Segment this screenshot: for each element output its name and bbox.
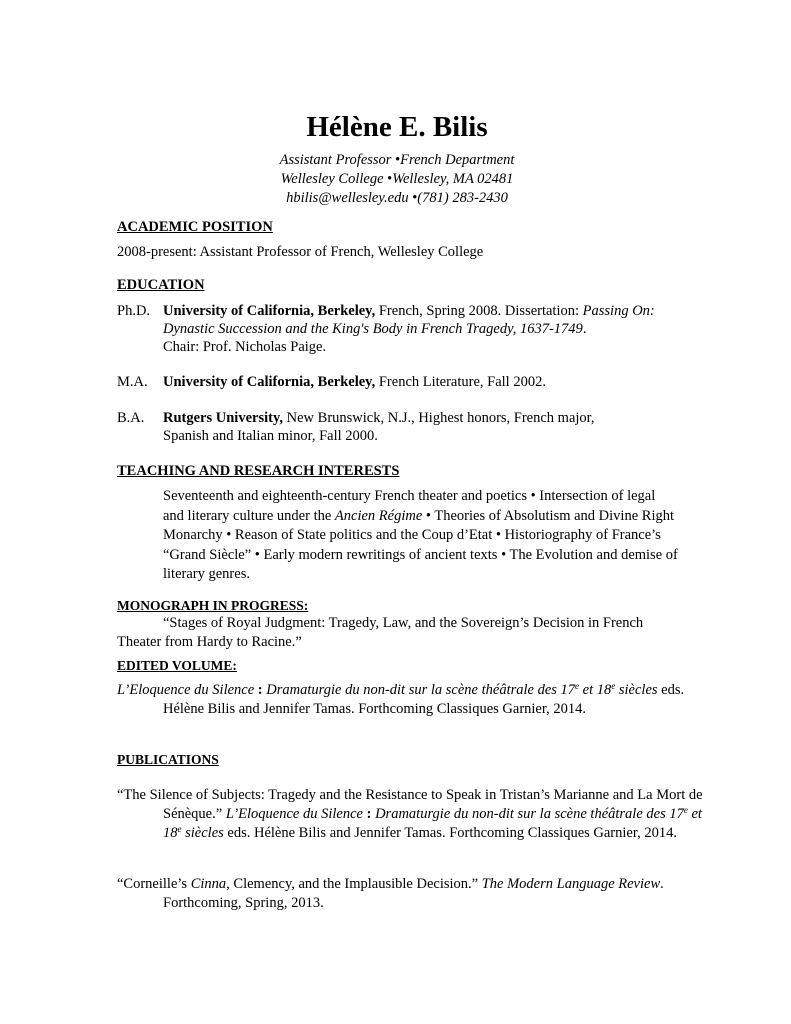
school: Rutgers University, — [163, 410, 284, 426]
bullet-separator: • — [254, 546, 260, 563]
edited-volume-heading: EDITED VOLUME: — [117, 658, 237, 673]
institution: Wellesley College — [280, 171, 384, 187]
interests-heading: TEACHING AND RESEARCH INTERESTS — [117, 463, 400, 479]
cv-name: Hélène E. Bilis — [306, 111, 488, 143]
bullet-separator: • — [425, 507, 431, 524]
academic-position-text: 2008-present: Assistant Professor of French, Wellesley College — [117, 244, 484, 260]
city: Wellesley, MA 02481 — [392, 171, 514, 187]
department: French Department — [400, 152, 515, 168]
degree-details: University of California, Berkeley, French, Spring 2008. Dissertation: Passing On: Dynastic Succession and the King's Body in French Tragedy, 1637-1749. Chair: Prof. Nicholas Paige. — [163, 303, 655, 355]
job-title: Assistant Professor — [279, 152, 392, 168]
monograph-text: “Stages of Royal Judgment: Tragedy, Law, and the Sovereign’s Decision in French Theater from Hardy to Racine.” — [117, 615, 644, 650]
header-contact-line — [117, 189, 677, 208]
header-address-line — [117, 170, 677, 189]
dissertation-title: Passing On: Dynastic Succession and the King's Body in French Tragedy — [163, 303, 655, 337]
header-title-line — [117, 151, 677, 170]
publication-item: “The Silence of Subjects: Tragedy and the Resistance to Speak in Tristan’s Marianne and La Mort de Sénèque.” L’Eloquence du Silence : Dramaturgie du non-dit sur la scène théâtrale des 17e et 18e siècles eds. Hélène Bilis and Jennifer Tamas. Forthcoming Classiques Garnier, 2014. — [117, 787, 703, 841]
education-heading: EDUCATION — [117, 277, 205, 293]
bullet-separator: • — [530, 488, 536, 504]
phone: (781) 283-2430 — [417, 190, 508, 206]
degree-details: University of California, Berkeley, French Literature, Fall 2002. — [163, 374, 546, 390]
degree-label: B.A. — [117, 410, 145, 426]
bullet-separator: • — [226, 527, 232, 543]
degree-label: M.A. — [117, 374, 148, 390]
bullet-separator: • — [387, 171, 393, 187]
email[interactable]: hbilis@wellesley.edu — [286, 190, 409, 206]
bullet-separator: • — [495, 527, 501, 543]
degree-label: Ph.D. — [117, 303, 151, 319]
academic-position-heading: ACADEMIC POSITION — [117, 219, 273, 235]
chair: Chair: Prof. Nicholas Paige. — [163, 339, 327, 355]
monograph-heading: MONOGRAPH IN PROGRESS: — [117, 598, 309, 613]
bullet-separator: • — [412, 190, 418, 206]
interests-text: Seventeenth and eighteenth-century French theater and poetics • Intersection of legal and literary culture under the Ancien Régime • Theories of Absolutism and Divine Right Monarchy • Reason of State politics and the Coup d’Etat • Historiography of France’s “Grand Siècle” • Early modern rewritings of ancient texts • The Evolution and demise of literary genres. — [163, 488, 678, 582]
edited-volume-entry: L’Eloquence du Silence : Dramaturgie du non-dit sur la scène théâtrale des 17e et 18e siècles eds. Hélène Bilis and Jennifer Tamas. Forthcoming Classiques Garnier, 2014. — [117, 681, 685, 717]
publication-item: “Corneille’s Cinna, Clemency, and the Implausible Decision.” The Modern Language Review. Forthcoming, Spring, 2013. — [117, 876, 664, 911]
bullet-separator: • — [395, 152, 401, 168]
school: University of California, Berkeley, — [163, 303, 376, 319]
degree-details: Rutgers University, New Brunswick, N.J., Highest honors, French major, Spanish and Italian minor, Fall 2000. — [163, 410, 595, 444]
school: University of California, Berkeley, — [163, 374, 376, 390]
publications-heading: PUBLICATIONS — [117, 752, 219, 767]
bullet-separator: • — [501, 546, 507, 563]
